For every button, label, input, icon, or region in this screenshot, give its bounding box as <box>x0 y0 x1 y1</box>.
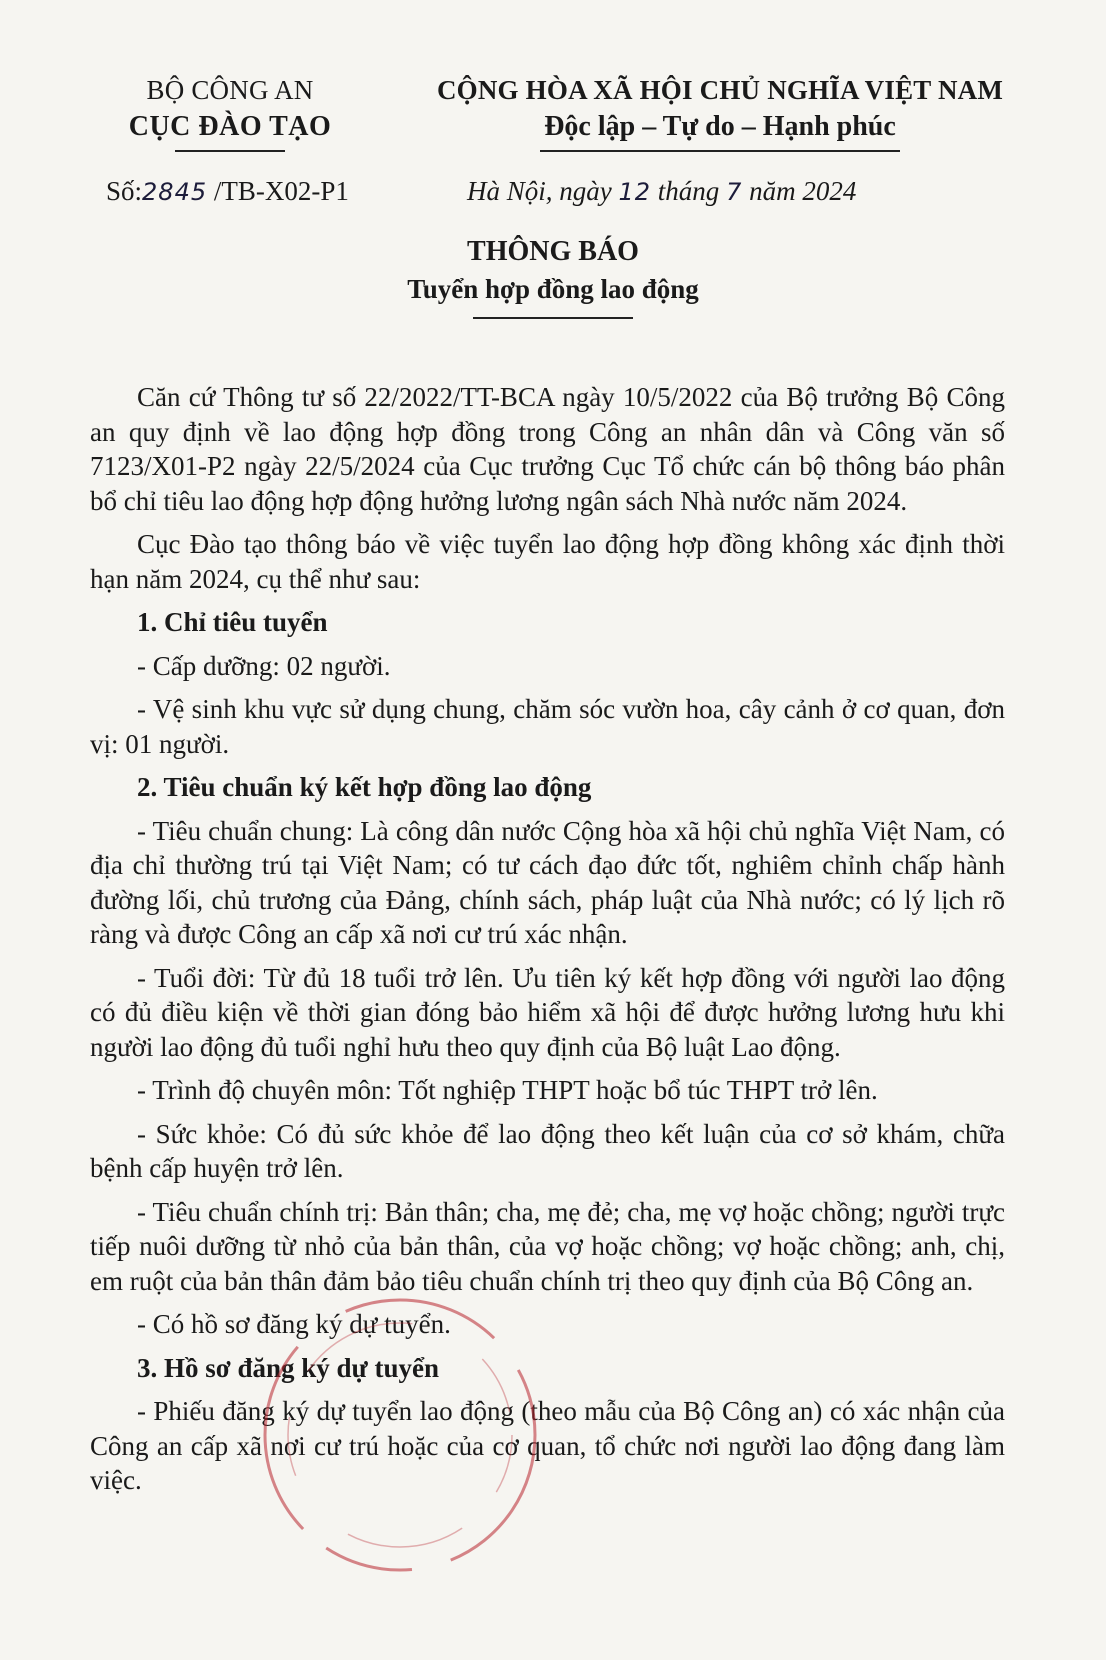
body-paragraph: - Có hồ sơ đăng ký dự tuyển. <box>137 1309 451 1339</box>
body-paragraph: - Vệ sinh khu vực sử dụng chung, chăm sóc vườn hoa, cây cảnh ở cơ quan, đơn vị: 01 người. <box>90 694 1005 759</box>
document-body <box>90 380 1005 1507</box>
national-title <box>415 72 1025 152</box>
body-paragraph: - Sức khỏe: Có đủ sức khỏe để lao động theo kết luận của cơ sở khám, chữa bệnh cấp huyện trở lên. <box>90 1118 1005 1183</box>
department-underline <box>175 150 285 152</box>
body-paragraph: - Tiêu chuẩn chính trị: Bản thân; cha, mẹ đẻ; cha, mẹ vợ hoặc chồng; người trực tiếp nuôi dưỡng từ nhỏ của bản thân, của vợ hoặc chồng; vợ hoặc chồng; anh, chị, em ruột của bản thân đảm bảo tiêu chuẩn chính trị theo quy định của Bộ Công an. <box>90 1196 1005 1296</box>
body-paragraph: - Cấp dưỡng: 02 người. <box>137 650 391 681</box>
section-heading: 2. Tiêu chuẩn ký kết hợp đồng lao động <box>137 772 592 802</box>
document-type: THÔNG BÁO <box>467 236 639 267</box>
section-heading: 3. Hồ sơ đăng ký dự tuyển <box>137 1352 439 1383</box>
month-label: tháng <box>651 176 727 206</box>
issue-month-handwritten: 7 <box>726 178 743 206</box>
nation-name: CỘNG HÒA XÃ HỘI CHỦ NGHĨA VIỆT NAM <box>436 75 1004 105</box>
document-title <box>0 233 1106 319</box>
issue-date <box>467 176 856 207</box>
body-paragraph: - Trình độ chuyên môn: Tốt nghiệp THPT hoặc bổ túc THPT trở lên. <box>137 1075 878 1105</box>
year-label: năm 2024 <box>742 176 857 206</box>
section-heading: 1. Chỉ tiêu tuyển <box>137 607 328 637</box>
document-number-prefix: Số: <box>106 176 143 206</box>
body-paragraph: Cục Đào tạo thông báo về việc tuyển lao động hợp đồng không xác định thời hạn năm 2024, cụ thể như sau: <box>90 529 1005 594</box>
body-paragraph: - Tuổi đời: Từ đủ 18 tuổi trở lên. Ưu tiên ký kết hợp đồng với người lao động có đủ điều kiện về thời gian đóng bảo hiểm xã hội để được hưởng lương hưu khi người lao động đủ tuổi nghỉ hưu theo quy định của Bộ luật Lao động. <box>90 962 1005 1062</box>
document-number-suffix: /TB-X02-P1 <box>207 176 349 206</box>
body-paragraph: - Phiếu đăng ký dự tuyển lao động (theo mẫu của Bộ Công an) có xác nhận của Công an cấp xã nơi cư trú hoặc của cơ quan, tổ chức nơi người lao động đang làm việc. <box>90 1396 1005 1495</box>
issue-place: Hà Nội, ngày <box>467 176 619 206</box>
national-motto: Độc lập – Tự do – Hạnh phúc <box>544 111 896 142</box>
document-number-handwritten: 2845 <box>142 178 208 206</box>
title-underline <box>473 317 633 319</box>
body-paragraph: Căn cứ Thông tư số 22/2022/TT-BCA ngày 10/5/2022 của Bộ trưởng Bộ Công an quy định về lao động hợp đồng trong Công an nhân dân và Công văn số 7123/X01-P2 ngày 22/5/2024 của Cục trưởng Cục Tổ chức cán bộ thông báo phân bổ chỉ tiêu lao động hợp động hưởng lương ngân sách Nhà nước năm 2024. <box>90 382 1005 516</box>
department-name: CỤC ĐÀO TẠO <box>128 111 332 142</box>
document-number <box>106 176 349 207</box>
document-subject: Tuyển hợp đồng lao động <box>407 274 699 304</box>
document-header <box>0 72 1106 232</box>
ministry-name: BỘ CÔNG AN <box>146 75 314 105</box>
issue-day-handwritten: 12 <box>618 178 652 206</box>
body-paragraph: - Tiêu chuẩn chung: Là công dân nước Cộng hòa xã hội chủ nghĩa Việt Nam, có địa chỉ thường trú tại Việt Nam; có tư cách đạo đức tốt, nghiêm chỉnh chấp hành đường lối, chủ trương của Đảng, chính sách, pháp luật của Nhà nước; có lý lịch rõ ràng và được Công an cấp xã nơi cư trú xác nhận. <box>90 815 1005 949</box>
issuing-agency <box>115 72 345 152</box>
motto-underline <box>540 150 900 152</box>
